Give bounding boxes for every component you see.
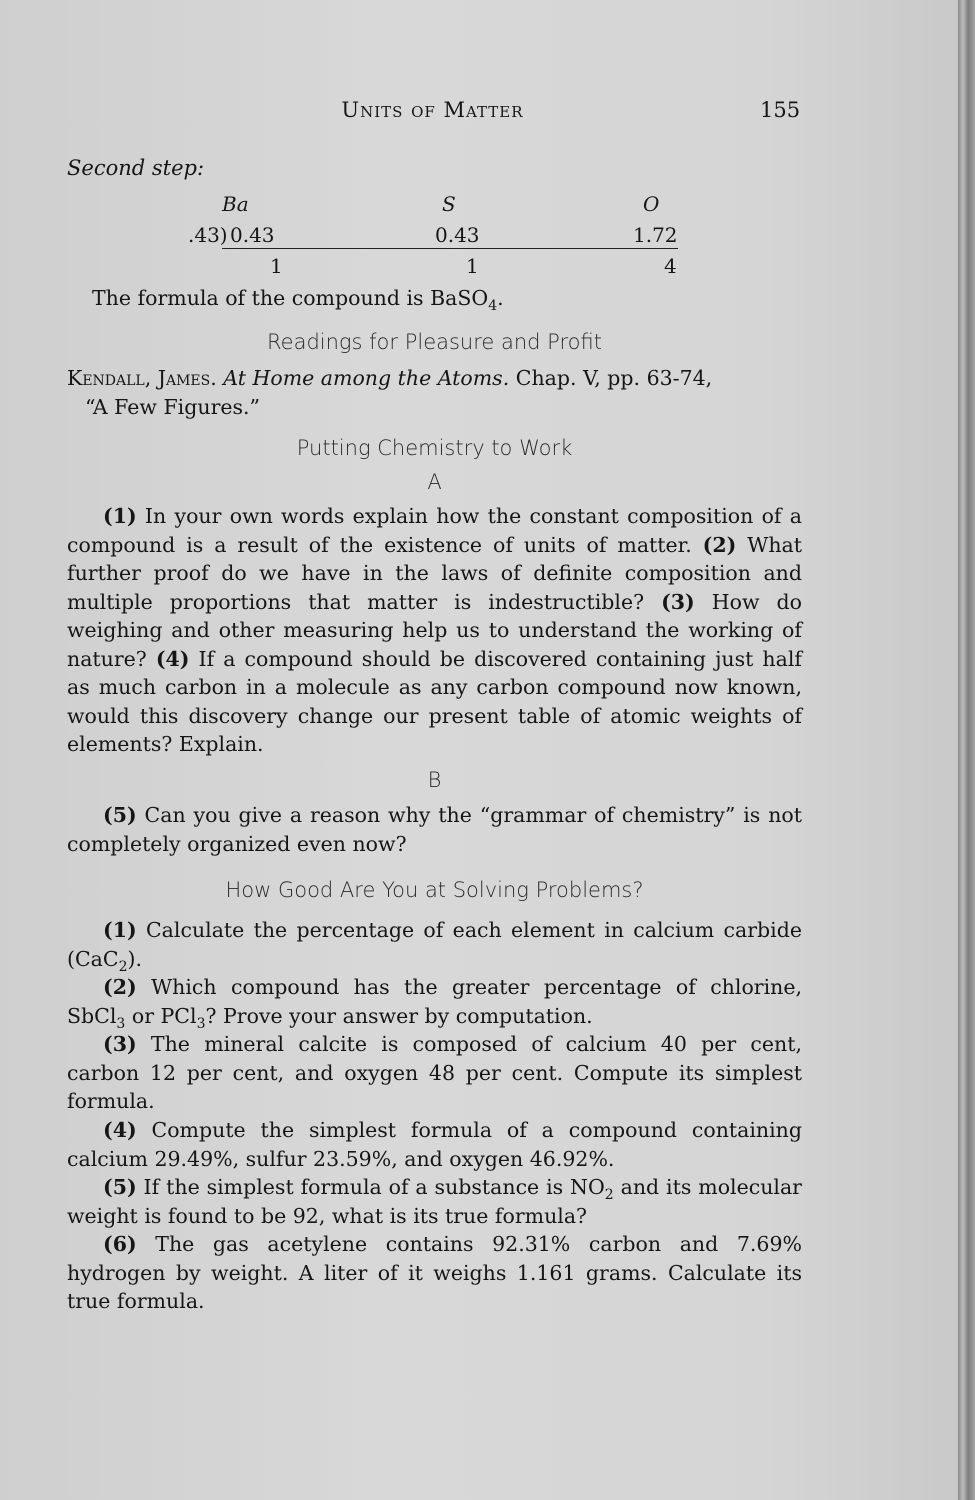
page-edge <box>958 0 975 1500</box>
page-number: 155 <box>760 98 801 122</box>
result-o: 4 <box>664 254 677 278</box>
division-rule <box>222 248 678 249</box>
problem-3: (3) The mineral calcite is composed of calcium 40 per cent, carbon 12 per cent, and oxygen 48 per cent. Compute its simplest formula. <box>67 1032 802 1113</box>
running-head: Units of Matter <box>341 98 524 122</box>
value-s: 0.43 <box>435 223 480 247</box>
result-s: 1 <box>466 254 479 278</box>
problem-1: (1) Calculate the percentage of each element in calcium carbide (CaC$_2$). <box>67 918 802 975</box>
section-b-label: B <box>427 768 442 792</box>
reading-title: At Home among the Atoms. <box>223 366 510 390</box>
section-b-question: (5) Can you give a reason why the “grammar of chemistry” is not completely organized even now? <box>67 803 802 856</box>
section-a-label: A <box>427 470 442 494</box>
reading-chapter: “A Few Figures.” <box>85 394 261 419</box>
readings-heading: Readings for Pleasure and Profit <box>267 330 602 354</box>
column-o: O <box>643 192 660 216</box>
problem-6: (6) The gas acetylene contains 92.31% carbon and 7.69% hydrogen by weight. A liter of it weighs 1.161 grams. Calculate its true formula. <box>67 1232 802 1313</box>
column-s: S <box>442 192 456 216</box>
value-ba: 0.43 <box>230 223 275 247</box>
second-step-label: Second step: <box>67 156 205 180</box>
problem-5: (5) If the simplest formula of a substance is $NO_2$ and its molecular weight is found to be 92, what is its true formula? <box>67 1175 802 1228</box>
reading-entry <box>67 364 830 421</box>
problem-4: (4) Compute the simplest formula of a compound containing calcium 29.49%, sulfur 23.59%, and oxygen 46.92%. <box>67 1118 802 1171</box>
ratio-calculation <box>150 190 690 280</box>
problems-heading: How Good Are You at Solving Problems? <box>225 878 644 902</box>
problem-2: (2) Which compound has the greater percentage of chlorine, SbCl$_3$ or PCl$_3$? Prove your answer by computation. <box>67 975 802 1032</box>
column-ba: Ba <box>222 192 249 216</box>
divisor: .43) <box>188 223 228 247</box>
result-ba: 1 <box>270 254 283 278</box>
putting-chemistry-heading: Putting Chemistry to Work <box>296 436 573 460</box>
value-o: 1.72 <box>633 223 678 247</box>
reading-author: Kendall, James. <box>67 366 217 390</box>
reading-details: Chap. V, pp. 63-74, <box>515 366 713 390</box>
formula-conclusion: The formula of the compound is BaSO$_4$. <box>92 286 504 315</box>
section-a-questions: (1) In your own words explain how the constant composition of a compound is a result of the existence of units of matter. (2) What further proof do we have in the laws of definite composition and multiple proportions that matter is indestructible? (3) How do weighing and other measuring help us to understand the working of nature? (4) If a compound should be discovered containing just half as much carbon in a molecule as any carbon compound now known, would this discovery change our present table of atomic weights of elements? Explain. <box>67 504 802 756</box>
